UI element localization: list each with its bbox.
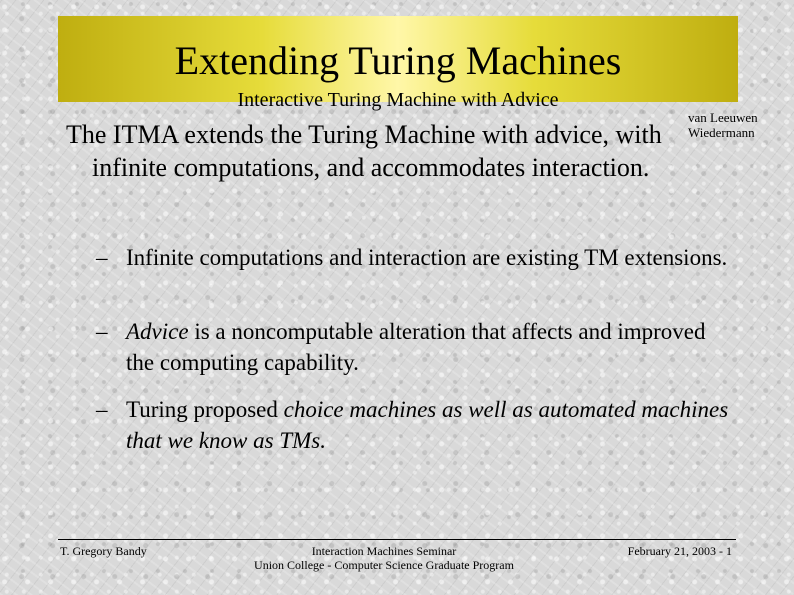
bullet-text-rest: is a noncomputable alteration that affects and improved the computing capability. — [126, 319, 706, 375]
bullet-text-pre: Turing proposed — [126, 397, 284, 422]
bullet-text: Infinite computations and interaction are existing TM extensions. — [126, 245, 728, 270]
bullet-dash: – — [96, 319, 108, 344]
bullet-dash: – — [96, 397, 108, 422]
emphasis-text: choice machines as well as automated machines that we know as TMs. — [126, 397, 729, 453]
footer-presenter: T. Gregory Bandy — [60, 544, 147, 558]
slide-subtitle: Interactive Turing Machine with Advice — [237, 89, 559, 111]
author-credits — [688, 110, 758, 140]
slide-title: Extending Turing Machines — [174, 38, 622, 83]
emphasis-text: Advice — [126, 319, 189, 344]
footer-event-title: Interaction Machines Seminar — [311, 544, 457, 558]
title-banner — [58, 16, 738, 111]
footer-date-page: February 21, 2003 - 1 — [627, 544, 732, 558]
bullet-dash: – — [96, 245, 108, 270]
main-point: The ITMA extends the Turing Machine with advice, with infinite computations, and accommodates interaction. — [66, 120, 662, 182]
footer-event — [250, 544, 518, 572]
author-name: Wiedermann — [688, 125, 755, 140]
bullet-text — [126, 316, 736, 378]
footer-divider — [58, 539, 736, 540]
bullet-text — [126, 394, 736, 456]
author-name: van Leeuwen — [688, 110, 758, 125]
footer-event-org: Union College - Computer Science Graduate Program — [254, 558, 514, 572]
